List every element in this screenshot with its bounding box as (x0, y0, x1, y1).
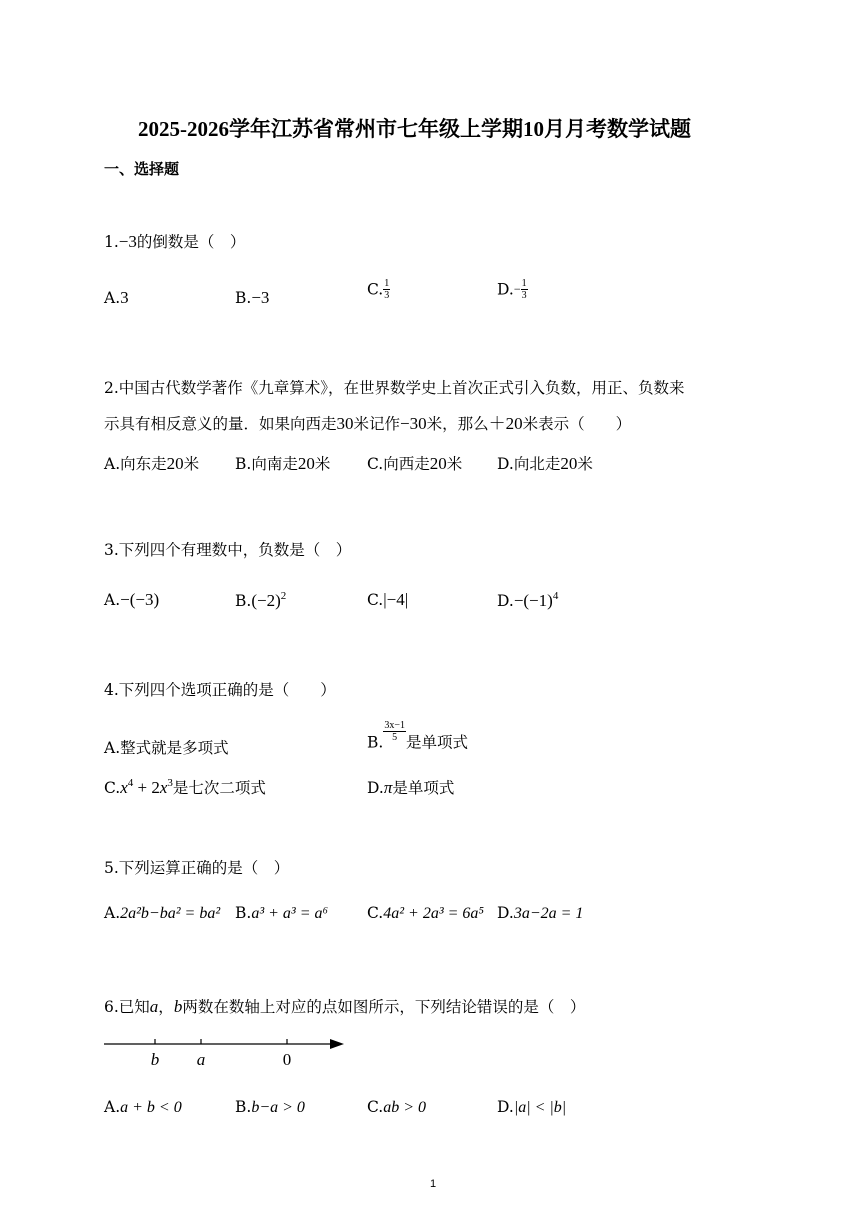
fraction-numerator: 3x−1 (384, 720, 405, 731)
q6-option-b[interactable] (235, 1098, 305, 1117)
axis-arrow-icon (330, 1039, 344, 1049)
q2-text-a: 示具有相反意义的量．如果向西走 (104, 415, 337, 433)
option-label: B. (235, 904, 252, 922)
q3-option-b[interactable] (235, 590, 286, 611)
section-heading: 一、选择题 (104, 160, 180, 178)
q1-number: 1. (104, 233, 119, 251)
option-text: 向南走 (251, 455, 298, 473)
option-expr: 3 (120, 288, 129, 307)
q2-option-d[interactable] (497, 452, 593, 474)
option-label: B. (235, 592, 252, 610)
fraction-denominator: 5 (392, 732, 398, 743)
option-unit: 米 (446, 455, 463, 473)
option-label: C. (367, 591, 384, 609)
option-label: C. (104, 779, 121, 797)
q6-option-a[interactable] (104, 1098, 182, 1117)
option-label: C. (367, 1098, 384, 1116)
option-label: A. (104, 1098, 121, 1116)
axis-label-b: b (150, 1050, 160, 1069)
option-number: 20 (166, 454, 184, 473)
q1-option-b[interactable] (235, 288, 269, 308)
q2-line-1: 2.中国古代数学著作《九章算术》，在世界数学史上首次正式引入负数，用正、负数来 (104, 379, 685, 397)
q5-option-a[interactable] (104, 904, 220, 923)
q6-option-d[interactable] (497, 1098, 566, 1117)
question-3: 3.下列四个有理数中，负数是（ ） (104, 541, 352, 559)
option-expr: a³ + a³ = a⁶ (251, 905, 329, 922)
option-label: B. (235, 1098, 252, 1116)
q4-option-a[interactable] (104, 736, 229, 758)
option-expr: −(−3) (120, 590, 160, 609)
option-label: D. (497, 904, 514, 922)
option-label: C. (367, 904, 384, 922)
q2-num-3: ＋20 (488, 414, 523, 433)
option-label: D. (497, 1098, 514, 1116)
q1-option-d[interactable] (497, 278, 528, 301)
option-expr: 3a−2a = 1 (513, 905, 584, 922)
q5-option-b[interactable] (235, 904, 328, 923)
option-expr: −(−1) (513, 591, 553, 610)
option-number: 20 (560, 454, 578, 473)
q3-option-a[interactable] (104, 590, 159, 610)
option-text: 向西走 (383, 455, 430, 473)
fraction (521, 278, 528, 301)
question-6 (104, 995, 585, 1017)
option-label: D. (497, 280, 514, 299)
q2-option-a[interactable] (104, 452, 199, 474)
q5-option-c[interactable] (367, 904, 484, 923)
option-label: A. (104, 591, 121, 609)
question-5: 5.下列运算正确的是（ ） (104, 859, 290, 877)
q6-text-post: 两数在数轴上对应的点如图所示，下列结论错误的是（ ） (182, 998, 586, 1016)
exponent: 4 (127, 777, 134, 789)
option-label: A. (104, 904, 121, 922)
option-number: 20 (429, 454, 447, 473)
q2-option-b[interactable] (235, 452, 330, 474)
option-label: B. (235, 289, 252, 307)
minus-sign: − (513, 282, 521, 296)
option-label: A. (104, 739, 121, 757)
page-number: 1 (430, 1178, 437, 1190)
q1-text: 的倒数是（ ） (136, 233, 246, 251)
option-expr: 2a²b−ba² = ba² (120, 905, 221, 922)
option-expr: (−2) (251, 591, 281, 610)
variable-a: a (149, 997, 159, 1016)
q2-option-c[interactable] (367, 452, 462, 474)
option-label: D. (497, 592, 514, 610)
q1-option-a[interactable] (104, 288, 129, 308)
fraction-numerator: 1 (521, 278, 527, 289)
q4-option-b[interactable] (367, 720, 468, 753)
option-expr: |−4| (383, 590, 409, 609)
option-text: 向东走 (120, 455, 167, 473)
option-text: 是七次二项式 (172, 779, 266, 797)
fraction-denominator: 3 (384, 290, 390, 301)
number-line (100, 1032, 360, 1072)
plus-term: + 2 (133, 778, 160, 797)
q2-text-b: 米记作 (353, 415, 401, 433)
option-text: 整式就是多项式 (120, 739, 229, 757)
option-unit: 米 (183, 455, 200, 473)
option-expr: b−a > 0 (251, 1099, 305, 1116)
q5-option-d[interactable] (497, 904, 583, 923)
variable-b: b (173, 997, 183, 1016)
q1-option-c[interactable] (367, 278, 390, 301)
option-expr: ab > 0 (383, 1099, 427, 1116)
option-label: C. (367, 455, 384, 473)
exponent: 3 (167, 777, 173, 789)
option-expr: −3 (251, 288, 270, 307)
fraction (383, 720, 406, 743)
exponent: 4 (552, 590, 559, 602)
q2-num-1: 30 (336, 414, 354, 433)
axis-label-a: a (196, 1050, 206, 1069)
option-unit: 米 (314, 455, 331, 473)
fraction (383, 278, 390, 301)
q4-option-c[interactable] (104, 776, 266, 798)
question-4: 4.下列四个选项正确的是（ ） (104, 681, 336, 699)
option-text: 向北走 (513, 455, 561, 473)
option-expr: a + b < 0 (120, 1099, 182, 1116)
q6-option-c[interactable] (367, 1098, 426, 1117)
option-label: C. (367, 280, 384, 299)
q2-text-d: 米表示（ ） (522, 415, 632, 433)
q2-line-2 (104, 409, 631, 434)
q6-comma: ， (158, 998, 174, 1016)
q3-option-c[interactable] (367, 590, 408, 610)
variable-x: x (120, 778, 128, 797)
page-title: 2025-2026学年江苏省常州市七年级上学期10月月考数学试题 (138, 117, 691, 141)
question-1 (104, 230, 245, 252)
q3-option-d[interactable] (497, 590, 558, 611)
option-expr: 4a² + 2a³ = 6a⁵ (383, 905, 484, 922)
q2-text-c: 米，那么 (426, 415, 489, 433)
q2-num-2: −30 (400, 414, 427, 433)
option-label: D. (367, 779, 384, 797)
axis-label-zero: 0 (282, 1050, 292, 1069)
option-text: 是单项式 (405, 733, 468, 752)
option-number: 20 (297, 454, 315, 473)
option-label: B. (367, 733, 384, 752)
option-label: D. (497, 455, 514, 473)
fraction-denominator: 3 (521, 290, 527, 301)
pi-symbol: π (383, 778, 393, 797)
q4-option-d[interactable] (367, 776, 454, 798)
option-label: B. (235, 455, 252, 473)
exponent: 2 (280, 590, 287, 602)
option-label: A. (104, 455, 121, 473)
fraction-numerator: 1 (384, 278, 390, 289)
q1-expr: −3 (118, 232, 137, 251)
q6-text-pre: 6.已知 (104, 998, 150, 1016)
option-unit: 米 (577, 455, 593, 473)
variable-x: x (159, 778, 168, 797)
option-text: 是单项式 (392, 779, 455, 797)
option-label: A. (104, 289, 121, 307)
option-expr: |a| < |b| (513, 1099, 567, 1116)
